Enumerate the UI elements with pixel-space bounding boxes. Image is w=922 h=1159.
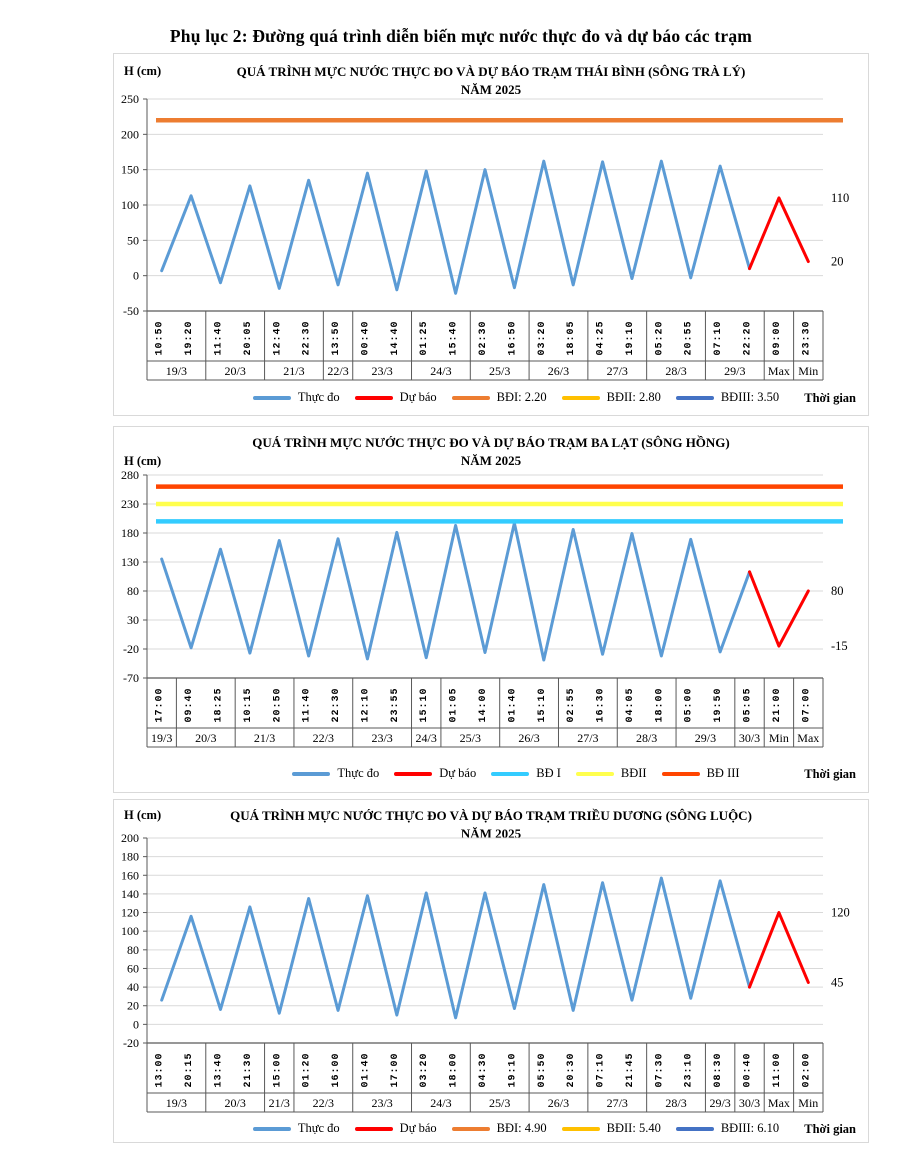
series-observed [162,878,750,1018]
time-tick-label: 03:20 [419,1052,431,1088]
time-tick-label: 10:15 [242,687,254,723]
date-group-label: 21/3 [253,731,276,745]
time-tick-label: 12:10 [360,687,372,723]
legend-item [452,1121,547,1136]
time-tick-label: 05:00 [683,687,695,723]
time-tick-label: 14:00 [478,687,489,723]
time-tick-label: 15:10 [419,687,431,723]
date-group-label: 28/3 [665,1096,687,1110]
legend-label: BĐIII: 3.50 [720,390,780,404]
y-tick-label: 80 [127,942,139,957]
legend [222,1121,810,1136]
y-tick-label: 200 [121,831,139,845]
date-group-label: 30/3 [738,1096,761,1110]
time-tick-label: 17:00 [389,1052,401,1088]
y-axis-label: H (cm) [124,808,162,822]
legend-label: Thực đo [297,1121,340,1135]
date-group-label: 21/3 [268,1096,290,1110]
time-tick-label: 17:00 [154,687,166,723]
time-tick-label: 16:00 [331,1052,343,1088]
time-tick-label: 11:40 [301,687,313,723]
time-tick-label: 07:00 [801,687,813,723]
time-tick-label: 05:20 [654,320,666,356]
time-tick-label: 10:50 [154,320,166,356]
y-tick-label: 140 [121,886,139,901]
time-tick-label: 11:00 [771,1052,783,1088]
y-tick-label: 160 [121,868,139,883]
time-tick-label: 04:30 [478,1052,489,1088]
y-tick-label: 180 [121,526,139,540]
time-tick-label: 01:20 [301,1052,313,1088]
time-tick-label: 15:10 [536,687,548,723]
time-tick-label: 05:50 [536,1052,548,1088]
date-group-label: 25/3 [489,364,511,378]
time-tick-label: 23:55 [389,687,401,723]
legend-swatch [576,772,614,776]
time-tick-label: 22:30 [301,320,313,356]
date-group-label: 24/3 [430,364,452,378]
y-tick-label: 50 [127,233,139,248]
time-tick-label: 01:40 [360,1052,372,1088]
plot-area [114,427,870,794]
time-tick-label: 09:00 [771,320,783,356]
legend-item [662,766,740,781]
time-tick-label: 13:50 [331,320,343,356]
x-axis-title: Thời gian [804,391,856,405]
legend-swatch [676,396,714,400]
y-tick-label: 20 [127,998,139,1013]
y-tick-label: -20 [123,642,139,656]
time-tick-label: 13:40 [213,1052,225,1088]
date-group-label: 23/3 [371,731,393,745]
value-annotation: 110 [831,190,850,205]
legend-label: Dự báo [399,1121,437,1135]
time-tick-label: 01:25 [419,320,431,356]
time-tick-label: 07:30 [654,1052,666,1088]
date-group-label: 24/3 [430,1096,452,1110]
date-group-label: 29/3 [694,731,717,745]
time-tick-label: 15:40 [448,320,460,356]
y-tick-label: 150 [121,162,139,177]
plot-area [114,800,870,1143]
time-tick-label: 21:30 [242,1052,254,1088]
y-tick-label: -20 [123,1036,139,1050]
date-group-label: 20/3 [224,364,246,378]
date-group-label: 22/3 [327,364,349,378]
time-tick-label: 16:30 [595,687,607,723]
time-tick-label: 02:00 [801,1052,813,1088]
time-tick-label: 19:10 [624,320,636,356]
time-tick-label: 02:55 [566,687,578,723]
time-tick-label: 20:05 [242,320,254,356]
time-tick-label: 23:30 [801,320,813,356]
time-tick-label: 11:40 [213,320,225,356]
date-group-label: 28/3 [635,731,658,745]
chart-box-ba-lat [113,426,869,793]
time-tick-label: 16:50 [507,320,519,356]
legend-swatch [452,1127,490,1131]
date-group-label: 27/3 [606,364,628,378]
time-tick-label: 20:55 [683,320,695,356]
legend-label: Dự báo [399,390,437,404]
date-group-label: 20/3 [195,731,217,745]
y-tick-label: 130 [121,555,139,569]
x-axis-title: Thời gian [804,767,856,781]
date-group-label: 21/3 [283,364,305,378]
value-annotation: 20 [831,254,844,269]
date-group-label: 23/3 [371,1096,393,1110]
date-group-label: Max [767,1096,790,1110]
time-tick-label: 08:30 [713,1052,725,1088]
legend-swatch [292,772,330,776]
y-tick-label: -50 [123,304,139,318]
date-group-label: 26/3 [547,364,570,378]
date-group-label: 19/3 [151,731,173,745]
series-forecast [750,198,809,269]
time-tick-label: 20:15 [184,1052,196,1088]
chart-box-thai-binh [113,53,869,416]
legend-swatch [355,396,393,400]
legend-swatch [676,1127,714,1131]
chart-box-trieu-duong [113,799,869,1143]
legend-item [394,766,476,781]
date-group-label: 22/3 [312,1096,335,1110]
date-group-label: 25/3 [459,731,481,745]
legend-item [253,390,340,405]
time-tick-label: 07:10 [595,1052,607,1088]
time-tick-label: 19:20 [184,320,196,356]
time-tick-label: 01:40 [507,687,519,723]
legend-label: BĐI: 2.20 [496,390,547,404]
value-annotation: 80 [831,584,844,598]
series-observed [162,161,750,293]
legend-item [491,766,561,781]
series-forecast [750,572,809,646]
legend-item [676,1121,779,1136]
value-annotation: -15 [831,639,848,654]
date-group-label: 27/3 [577,731,599,745]
chart-title-line1: QUÁ TRÌNH MỰC NƯỚC THỰC ĐO VÀ DỰ BÁO TRẠM BA LẠT (SÔNG HỒNG) [252,435,730,450]
legend-item [676,390,779,405]
legend-label: BĐII: 2.80 [606,390,661,404]
date-group-label: 20/3 [224,1096,246,1110]
legend-swatch [452,396,490,400]
legend-item [355,1121,437,1136]
legend-item [292,766,379,781]
legend-label: BĐI: 4.90 [496,1121,547,1135]
time-tick-label: 03:20 [536,320,548,356]
legend [222,766,810,781]
legend-label: BĐII: 5.40 [606,1121,661,1135]
time-tick-label: 00:40 [742,1052,754,1088]
time-tick-label: 18:05 [566,320,578,356]
y-axis-label: H (cm) [124,454,162,468]
time-tick-label: 02:30 [478,320,489,356]
date-group-label: 25/3 [489,1096,511,1110]
y-tick-label: 280 [121,468,139,482]
y-tick-label: 40 [127,980,139,995]
y-tick-label: 120 [121,905,139,920]
time-tick-label: 19:50 [713,687,725,723]
date-group-label: 29/3 [724,364,746,378]
legend-swatch [355,1127,393,1131]
date-group-label: 23/3 [371,364,393,378]
y-tick-label: 230 [121,497,139,511]
date-group-label: 19/3 [165,364,188,378]
legend-swatch [491,772,529,776]
y-tick-label: 80 [127,584,139,598]
chart-title-line1: QUÁ TRÌNH MỰC NƯỚC THỰC ĐO VÀ DỰ BÁO TRẠM TRIỀU DƯƠNG (SÔNG LUỘC) [230,808,752,823]
time-tick-label: 19:10 [507,1052,519,1088]
time-tick-label: 15:00 [272,1052,284,1088]
legend-label: BĐ III [706,766,740,780]
legend-swatch [394,772,432,776]
y-tick-label: 0 [133,268,139,283]
time-tick-label: 21:00 [771,687,783,723]
series-observed [162,523,750,660]
x-axis-title: Thời gian [804,1122,856,1136]
time-tick-label: 23:10 [683,1052,695,1088]
time-tick-label: 09:40 [184,687,196,723]
time-tick-label: 12:40 [272,320,284,356]
legend-label: BĐ I [536,766,561,780]
time-tick-label: 18:25 [213,687,225,723]
legend [222,390,810,405]
time-tick-label: 13:00 [154,1052,166,1088]
date-group-label: 26/3 [518,731,540,745]
date-group-label: Min [768,731,789,745]
date-group-label: 26/3 [547,1096,570,1110]
time-tick-label: 22:30 [331,687,343,723]
y-tick-label: 200 [121,127,139,142]
legend-label: Dự báo [439,766,477,780]
date-group-label: 27/3 [606,1096,628,1110]
value-annotation: 45 [831,975,844,990]
y-axis-label: H (cm) [124,64,162,78]
chart-title-line2: NĂM 2025 [460,825,522,841]
time-tick-label: 01:05 [448,687,460,723]
date-group-label: Min [798,364,819,378]
legend-label: Thực đo [297,390,340,404]
legend-swatch [562,396,600,400]
time-tick-label: 18:00 [654,687,666,723]
chart-title-line2: NĂM 2025 [460,452,522,468]
date-group-label: 29/3 [709,1096,731,1110]
time-tick-label: 04:25 [595,320,607,356]
value-annotation: 120 [831,905,850,920]
time-tick-label: 05:05 [742,687,754,723]
time-tick-label: 18:00 [448,1052,460,1088]
y-tick-label: 0 [133,1017,139,1032]
y-tick-label: 100 [121,198,139,212]
time-tick-label: 04:05 [624,687,636,723]
y-tick-label: 100 [121,924,139,939]
y-tick-label: 250 [121,92,139,106]
date-group-label: Min [798,1096,819,1110]
time-tick-label: 20:50 [272,687,284,723]
date-group-label: 30/3 [738,731,761,745]
legend-label: BĐII [620,766,647,780]
date-group-label: 19/3 [165,1096,188,1110]
y-tick-label: 30 [127,613,139,627]
time-tick-label: 22:20 [742,320,754,356]
legend-item [562,390,661,405]
y-tick-label: 60 [127,961,139,976]
legend-label: Thực đo [337,766,380,780]
legend-item [253,1121,340,1136]
plot-area [114,54,870,417]
date-group-label: Max [797,731,820,745]
legend-swatch [253,1127,291,1131]
time-tick-label: 21:45 [624,1052,636,1088]
date-group-label: Max [767,364,790,378]
page-title: Phụ lục 2: Đường quá trình diễn biến mực nước thực đo và dự báo các trạm [169,25,753,46]
legend-swatch [562,1127,600,1131]
legend-item [452,390,547,405]
legend-item [355,390,437,405]
legend-label: BĐIII: 6.10 [720,1121,780,1135]
y-tick-label: -70 [123,671,139,685]
time-tick-label: 07:10 [713,320,725,356]
chart-title-line1: QUÁ TRÌNH MỰC NƯỚC THỰC ĐO VÀ DỰ BÁO TRẠM THÁI BÌNH (SÔNG TRÀ LÝ) [236,64,746,79]
time-tick-label: 20:30 [566,1052,578,1088]
legend-swatch [662,772,700,776]
date-group-label: 28/3 [665,364,687,378]
legend-item [562,1121,661,1136]
y-tick-label: 180 [121,849,139,864]
legend-swatch [253,396,291,400]
date-group-label: 22/3 [312,731,335,745]
chart-title-line2: NĂM 2025 [460,81,522,97]
time-tick-label: 00:40 [360,320,372,356]
date-group-label: 24/3 [415,731,437,745]
legend-item [576,766,647,781]
time-tick-label: 14:40 [389,320,401,356]
